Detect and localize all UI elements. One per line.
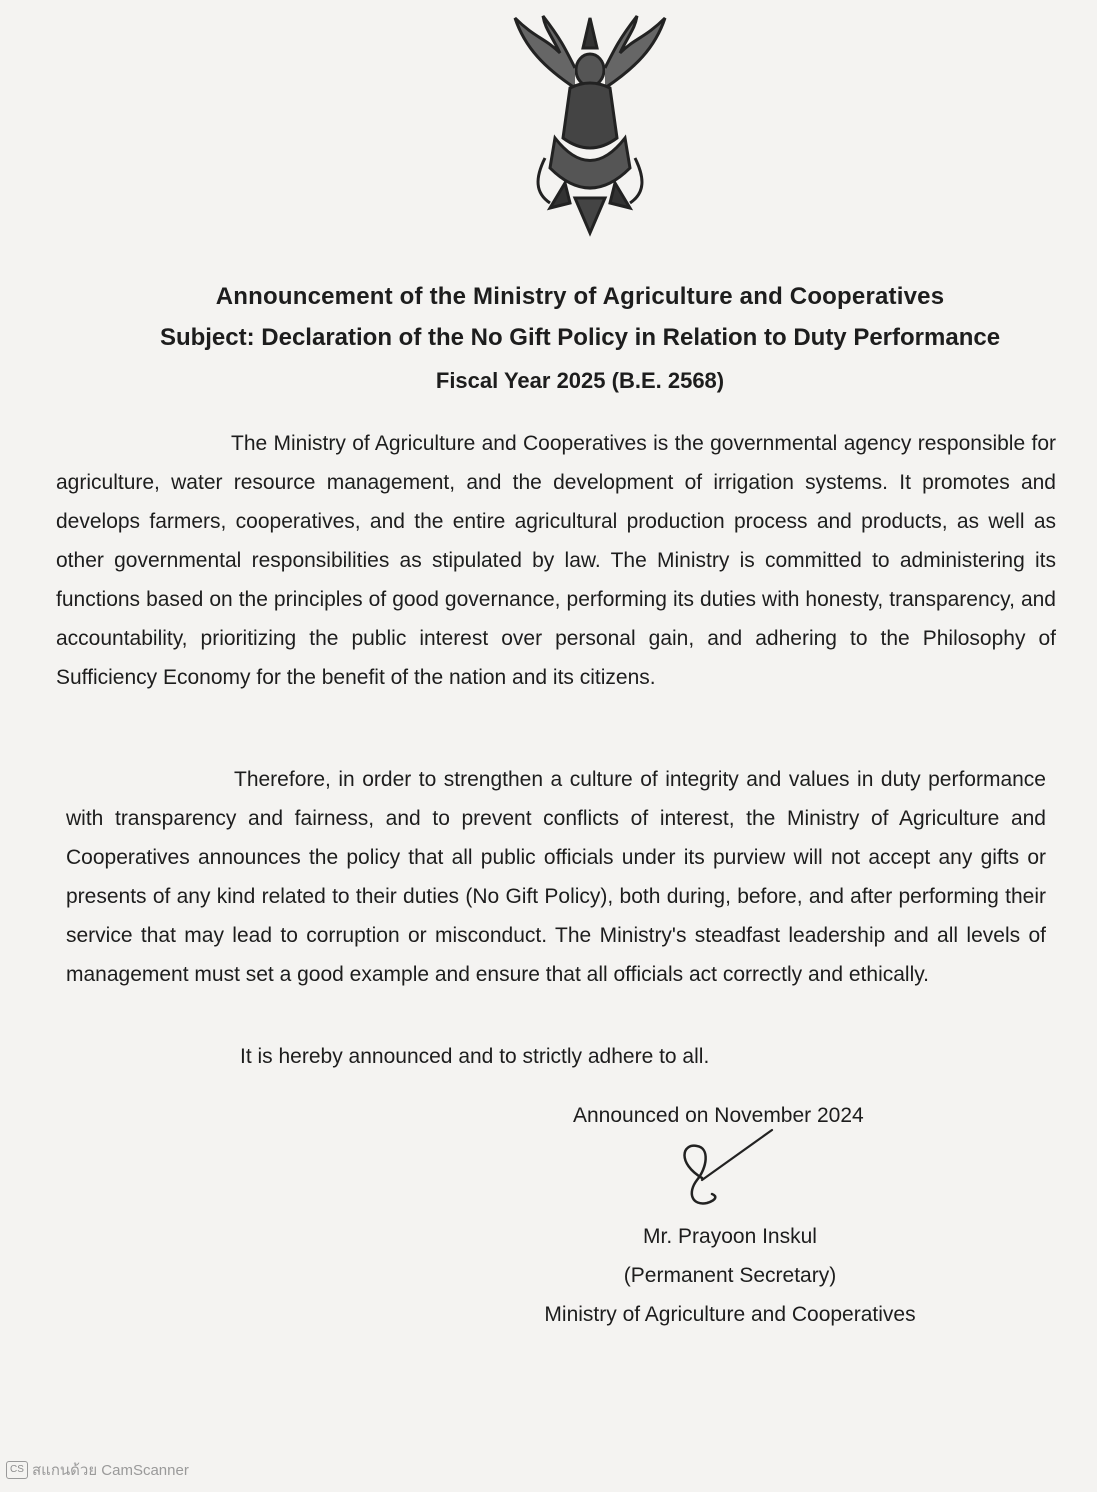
signer-name: Mr. Prayoon Inskul <box>643 1225 817 1248</box>
paragraph-no-gift-policy: Therefore, in order to strengthen a culture of integrity and values in duty performance with transparency and fairness, and to prevent conflicts of interest, the Ministry of Agriculture and Cooperatives announces the policy that all public officials under its purview will not accept any gifts or presents of any kind related to their duties (No Gift Policy), both during, before, and after performing their service that may lead to corruption or misconduct. The Ministry's steadfast leadership and all levels of management must set a good example and ensure that all officials act correctly and ethically. <box>66 768 1046 986</box>
camscanner-watermark <box>6 1458 189 1482</box>
garuda-emblem-icon <box>505 8 675 238</box>
paragraph-ministry-role: The Ministry of Agriculture and Cooperatives is the governmental agency responsible for agriculture, water resource management, and the development of irrigation systems. It promotes and develops farmers, cooperatives, and the entire agricultural production process and products, as well as other governmental responsibilities as stipulated by law. The Ministry is committed to administering its functions based on the principles of good governance, performing its duties with honesty, transparency, and accountability, prioritizing the public interest over personal gain, and adhering to the Philosophy of Sufficiency Economy for the benefit of the nation and its citizens. <box>56 432 1056 689</box>
announcement-title: Announcement of the Ministry of Agriculture and Cooperatives <box>215 283 945 310</box>
paragraph-closing: It is hereby announced and to strictly adhere to all. <box>240 1045 710 1068</box>
signer-position: (Permanent Secretary) <box>623 1264 837 1287</box>
announcement-date: Announced on November 2024 <box>573 1104 864 1127</box>
handwritten-signature <box>672 1118 812 1228</box>
fiscal-year: Fiscal Year 2025 (B.E. 2568) <box>435 368 725 393</box>
announcement-subject: Subject: Declaration of the No Gift Policy in Relation to Duty Performance <box>159 324 1001 351</box>
camscanner-icon: CS <box>6 1461 28 1479</box>
watermark-text: สแกนด้วย CamScanner <box>32 1462 189 1479</box>
signer-organization: Ministry of Agriculture and Cooperatives <box>544 1303 916 1326</box>
